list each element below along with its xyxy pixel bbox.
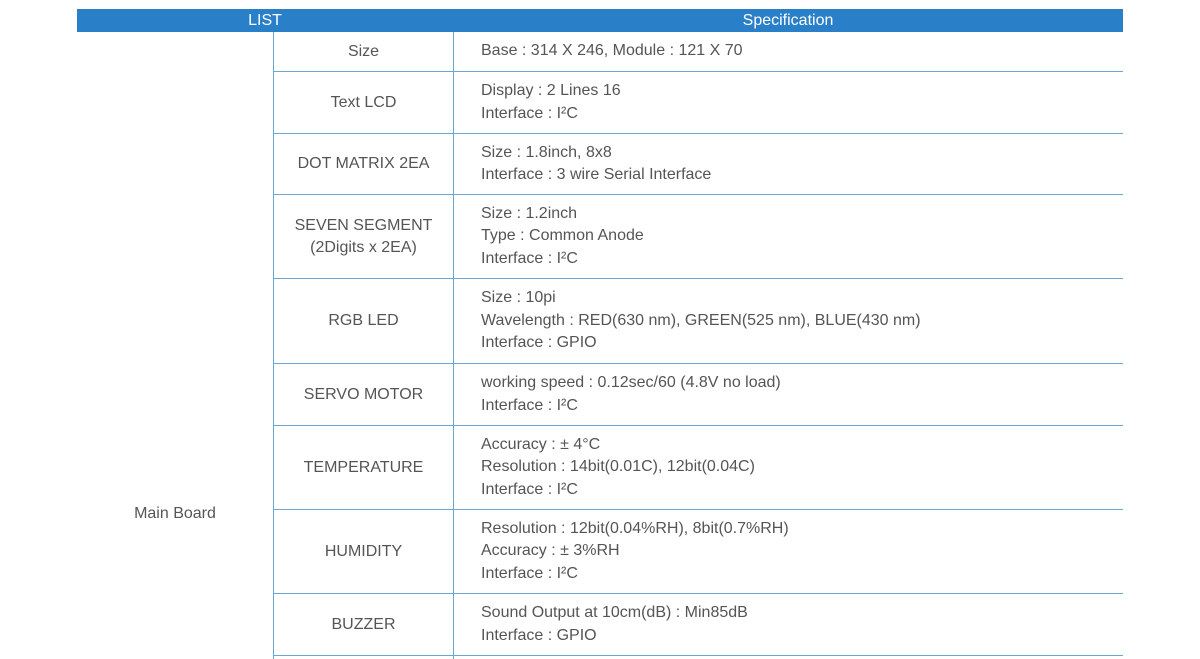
list-column-header: LIST	[248, 12, 282, 29]
table-row	[274, 134, 1123, 195]
item-spec: Size : 1.2inch Type : Common Anode Interface : I²C	[481, 204, 644, 267]
item-spec: Sound Output at 10cm(dB) : Min85dB Interface : GPIO	[481, 604, 748, 644]
table-header	[77, 9, 1123, 32]
item-spec: Size : 1.8inch, 8x8 Interface : 3 wire Serial Interface	[481, 143, 712, 183]
item-name: DOT MATRIX 2EA	[297, 155, 430, 172]
item-spec: Size : 10pi Wavelength : RED(630 nm), GREEN(525 nm), BLUE(430 nm) Interface : GPIO	[481, 289, 921, 352]
item-name: TEMPERATURE	[303, 458, 424, 476]
table-row	[274, 279, 1123, 364]
table-row	[274, 510, 1123, 594]
item-spec: Accuracy : ± 4°C Resolution : 14bit(0.01C), 12bit(0.04C) Interface : I²C	[481, 435, 755, 498]
item-spec: Display : 2 Lines 16 Interface : I²C	[481, 82, 621, 122]
item-spec: Resolution : 12bit(0.04%RH), 8bit(0.7%RH) Accuracy : ± 3%RH Interface : I²C	[481, 519, 789, 582]
table-row	[274, 364, 1123, 426]
item-name: Text LCD	[330, 93, 397, 111]
specification-column-header: Specification	[742, 12, 834, 29]
group-label-main-board	[77, 32, 273, 659]
item-spec: Base : 314 X 246, Module : 121 X 70	[481, 42, 743, 60]
table-row	[274, 594, 1123, 656]
table-row	[274, 32, 1123, 72]
item-name: SERVO MOTOR	[303, 385, 424, 403]
item-name: HUMIDITY	[324, 542, 403, 560]
item-name: RGB LED	[328, 312, 399, 329]
table-row	[274, 195, 1123, 279]
table-row	[274, 72, 1123, 134]
item-name: Size	[347, 42, 380, 60]
table-row	[274, 426, 1123, 510]
item-name: BUZZER	[331, 615, 396, 633]
item-spec: working speed : 0.12sec/60 (4.8V no load) Interface : I²C	[481, 374, 781, 414]
group-label-text: Main Board	[134, 504, 216, 522]
item-name: SEVEN SEGMENT (2Digits x 2EA)	[294, 216, 433, 256]
